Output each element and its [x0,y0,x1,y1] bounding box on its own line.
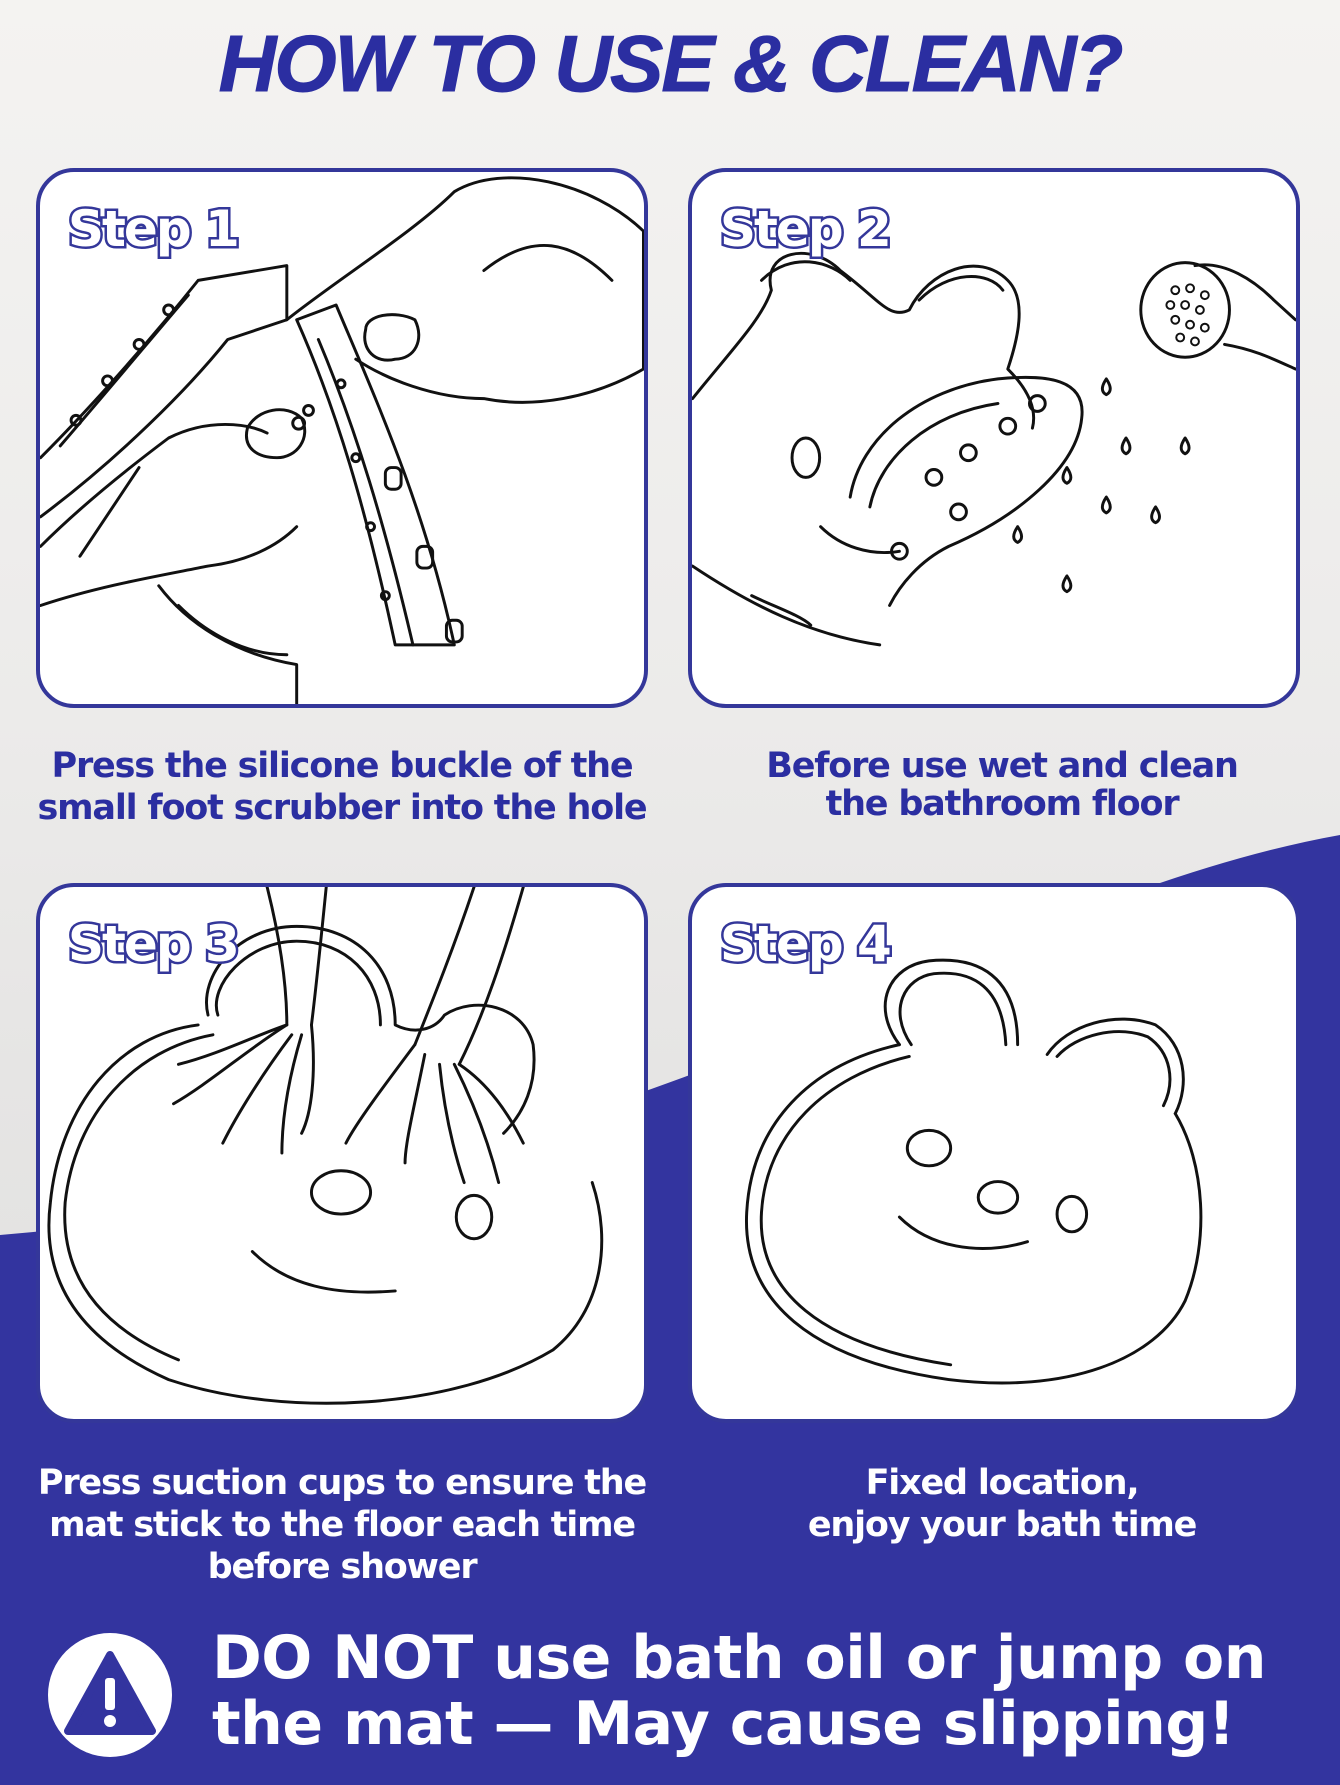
step-2-panel [688,168,1300,708]
step-2-label: Step 2 [720,200,890,258]
warning-line: DO NOT use bath oil or jump on [212,1623,1266,1693]
step-3-caption-line: mat stick to the floor each time [49,1505,635,1545]
step-1-caption [22,745,662,829]
step-4-panel [688,883,1300,1423]
step-3-caption-line: before shower [207,1547,477,1587]
step-4-caption [682,1462,1322,1546]
step-3-caption-line: Press suction cups to ensure the [37,1463,647,1503]
step-3-caption [22,1462,662,1588]
step-4-label: Step 4 [720,915,890,973]
step-2-caption-line: the bathroom floor [825,784,1179,824]
warning-line: the mat — May cause slipping! [212,1689,1235,1759]
step-1-caption-line: Press the silicone buckle of the [51,746,633,786]
warning-banner [40,1625,1310,1765]
step-2-caption-line: Before use wet and clean [766,746,1238,786]
step-1-caption-line: small foot scrubber into the hole [37,788,647,828]
step-2-caption [682,745,1322,825]
warning-triangle-icon [48,1633,172,1757]
step-3-label: Step 3 [68,915,238,973]
step-4-caption-line: Fixed location, [865,1463,1139,1503]
step-3-panel [36,883,648,1423]
step-4-caption-line: enjoy your bath time [807,1505,1197,1545]
warning-text [212,1625,1312,1757]
step-1-label: Step 1 [68,200,238,258]
page-title: HOW TO USE & CLEAN? [218,19,1122,108]
step-1-panel [36,168,648,708]
